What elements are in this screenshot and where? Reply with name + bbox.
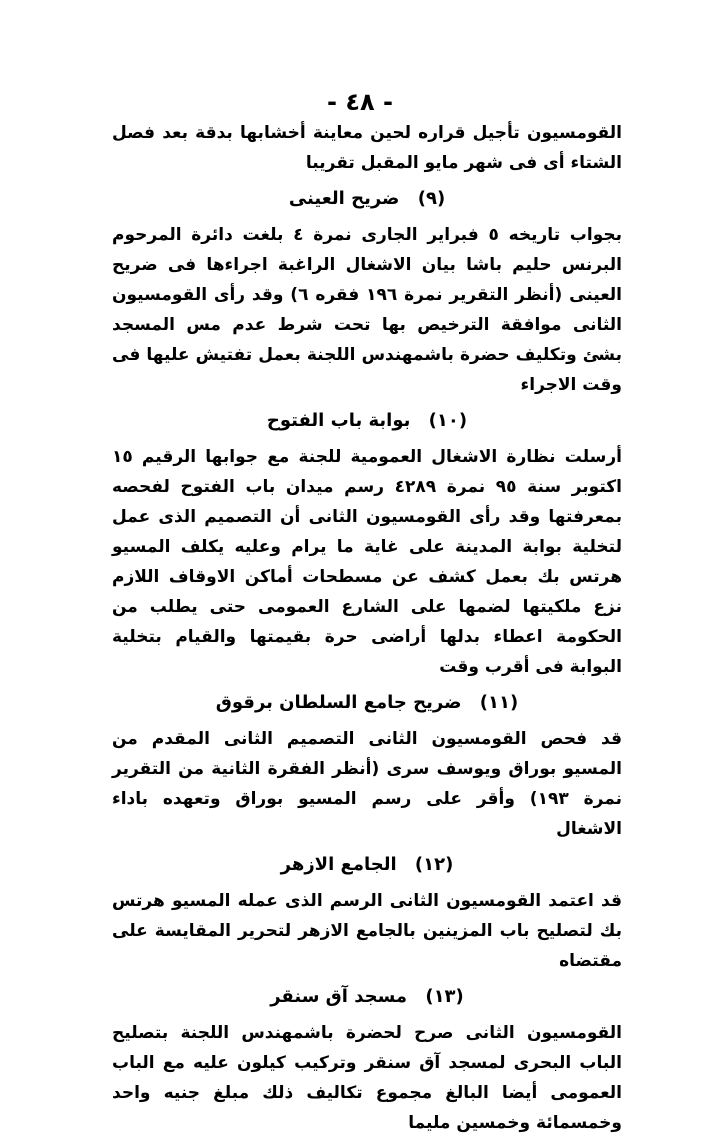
page-number: - ٤٨ - [327,88,393,116]
section-title-13: مسجد آق سنقر [270,986,408,1007]
section-number-12: (١٢) [414,854,454,875]
section-number-10: (١٠) [428,410,468,431]
section-heading-10 [112,406,622,436]
section-heading-11 [112,688,622,718]
section-number-13: (١٣) [425,986,464,1007]
paragraph-10: أرسلت نظارة الاشغال العمومية للجنة مع جوابها الرقيم ١٥ اكتوبر سنة ٩٥ نمرة ٤٢٨٩ رسم ميدان باب الفتوح لفحصه بمعرفتها وقد رأى القومسيون الثانى أن التصميم الذى عمل لتخلية بوابة المدينة على غاية ما يرام وعليه يكلف المسيو هرتس بك بعمل كشف عن مسطحات أماكن الاوقاف اللازم نزع ملكيتها لضمها على الشارع العمومى حتى يطلب من الحكومة اعطاء بدلها أراضى حرة بقيمتها والقيام بتخلية البوابة فى أقرب وقت [112,447,622,677]
paragraph-11: قد فحص القومسيون الثانى التصميم الثانى المقدم من المسيو بوراق ويوسف سرى (أنظر الفقرة الثانية من التقرير نمرة ١٩٣) وأقر على رسم المسيو بوراق وتعهده باداء الاشغال [112,729,622,839]
section-number-9: (٩) [417,188,446,209]
document-body [112,118,622,1138]
section-number-11: (١١) [479,692,519,713]
paragraph-12: قد اعتمد القومسيون الثانى الرسم الذى عمله المسيو هرتس بك لتصليح باب المزينين بالجامع الازهر لتحرير المقايسة على مقتضاه [112,891,622,971]
section-title-12: الجامع الازهر [280,854,397,875]
section-title-11: ضريح جامع السلطان برقوق [215,692,462,713]
paragraph-intro: القومسيون تأجيل قراره لحين معاينة أخشابها بدقة بعد فصل الشتاء أى فى شهر مايو المقبل تقريبا [112,123,622,173]
paragraph-13: القومسيون الثانى صرح لحضرة باشمهندس اللجنة بتصليح الباب البحرى لمسجد آق سنقر وتركيب كيلون عليه مع الباب العمومى أيضا البالغ مجموع تكاليف ذلك مبلغ جنيه واحد وخمسمائة وخمسين مليما [112,1023,622,1133]
section-title-10: بوابة باب الفتوح [266,410,411,431]
section-heading-9 [112,184,622,214]
section-title-9: ضريح العينى [288,188,400,209]
section-heading-13 [112,982,622,1012]
section-heading-12 [112,850,622,880]
paragraph-9: بجواب تاريخه ٥ فبراير الجارى نمرة ٤ بلغت دائرة المرحوم البرنس حليم باشا بيان الاشغال الراغبة اجراءها فى ضريح العينى (أنظر التقرير نمرة ١٩٦ فقره ٦) وقد رأى القومسيون الثانى موافقة الترخيص بها تحت شرط عدم مس المسجد بشئ وتكليف حضرة باشمهندس اللجنة بعمل تفتيش عليها فى وقت الاجراء [112,225,623,395]
